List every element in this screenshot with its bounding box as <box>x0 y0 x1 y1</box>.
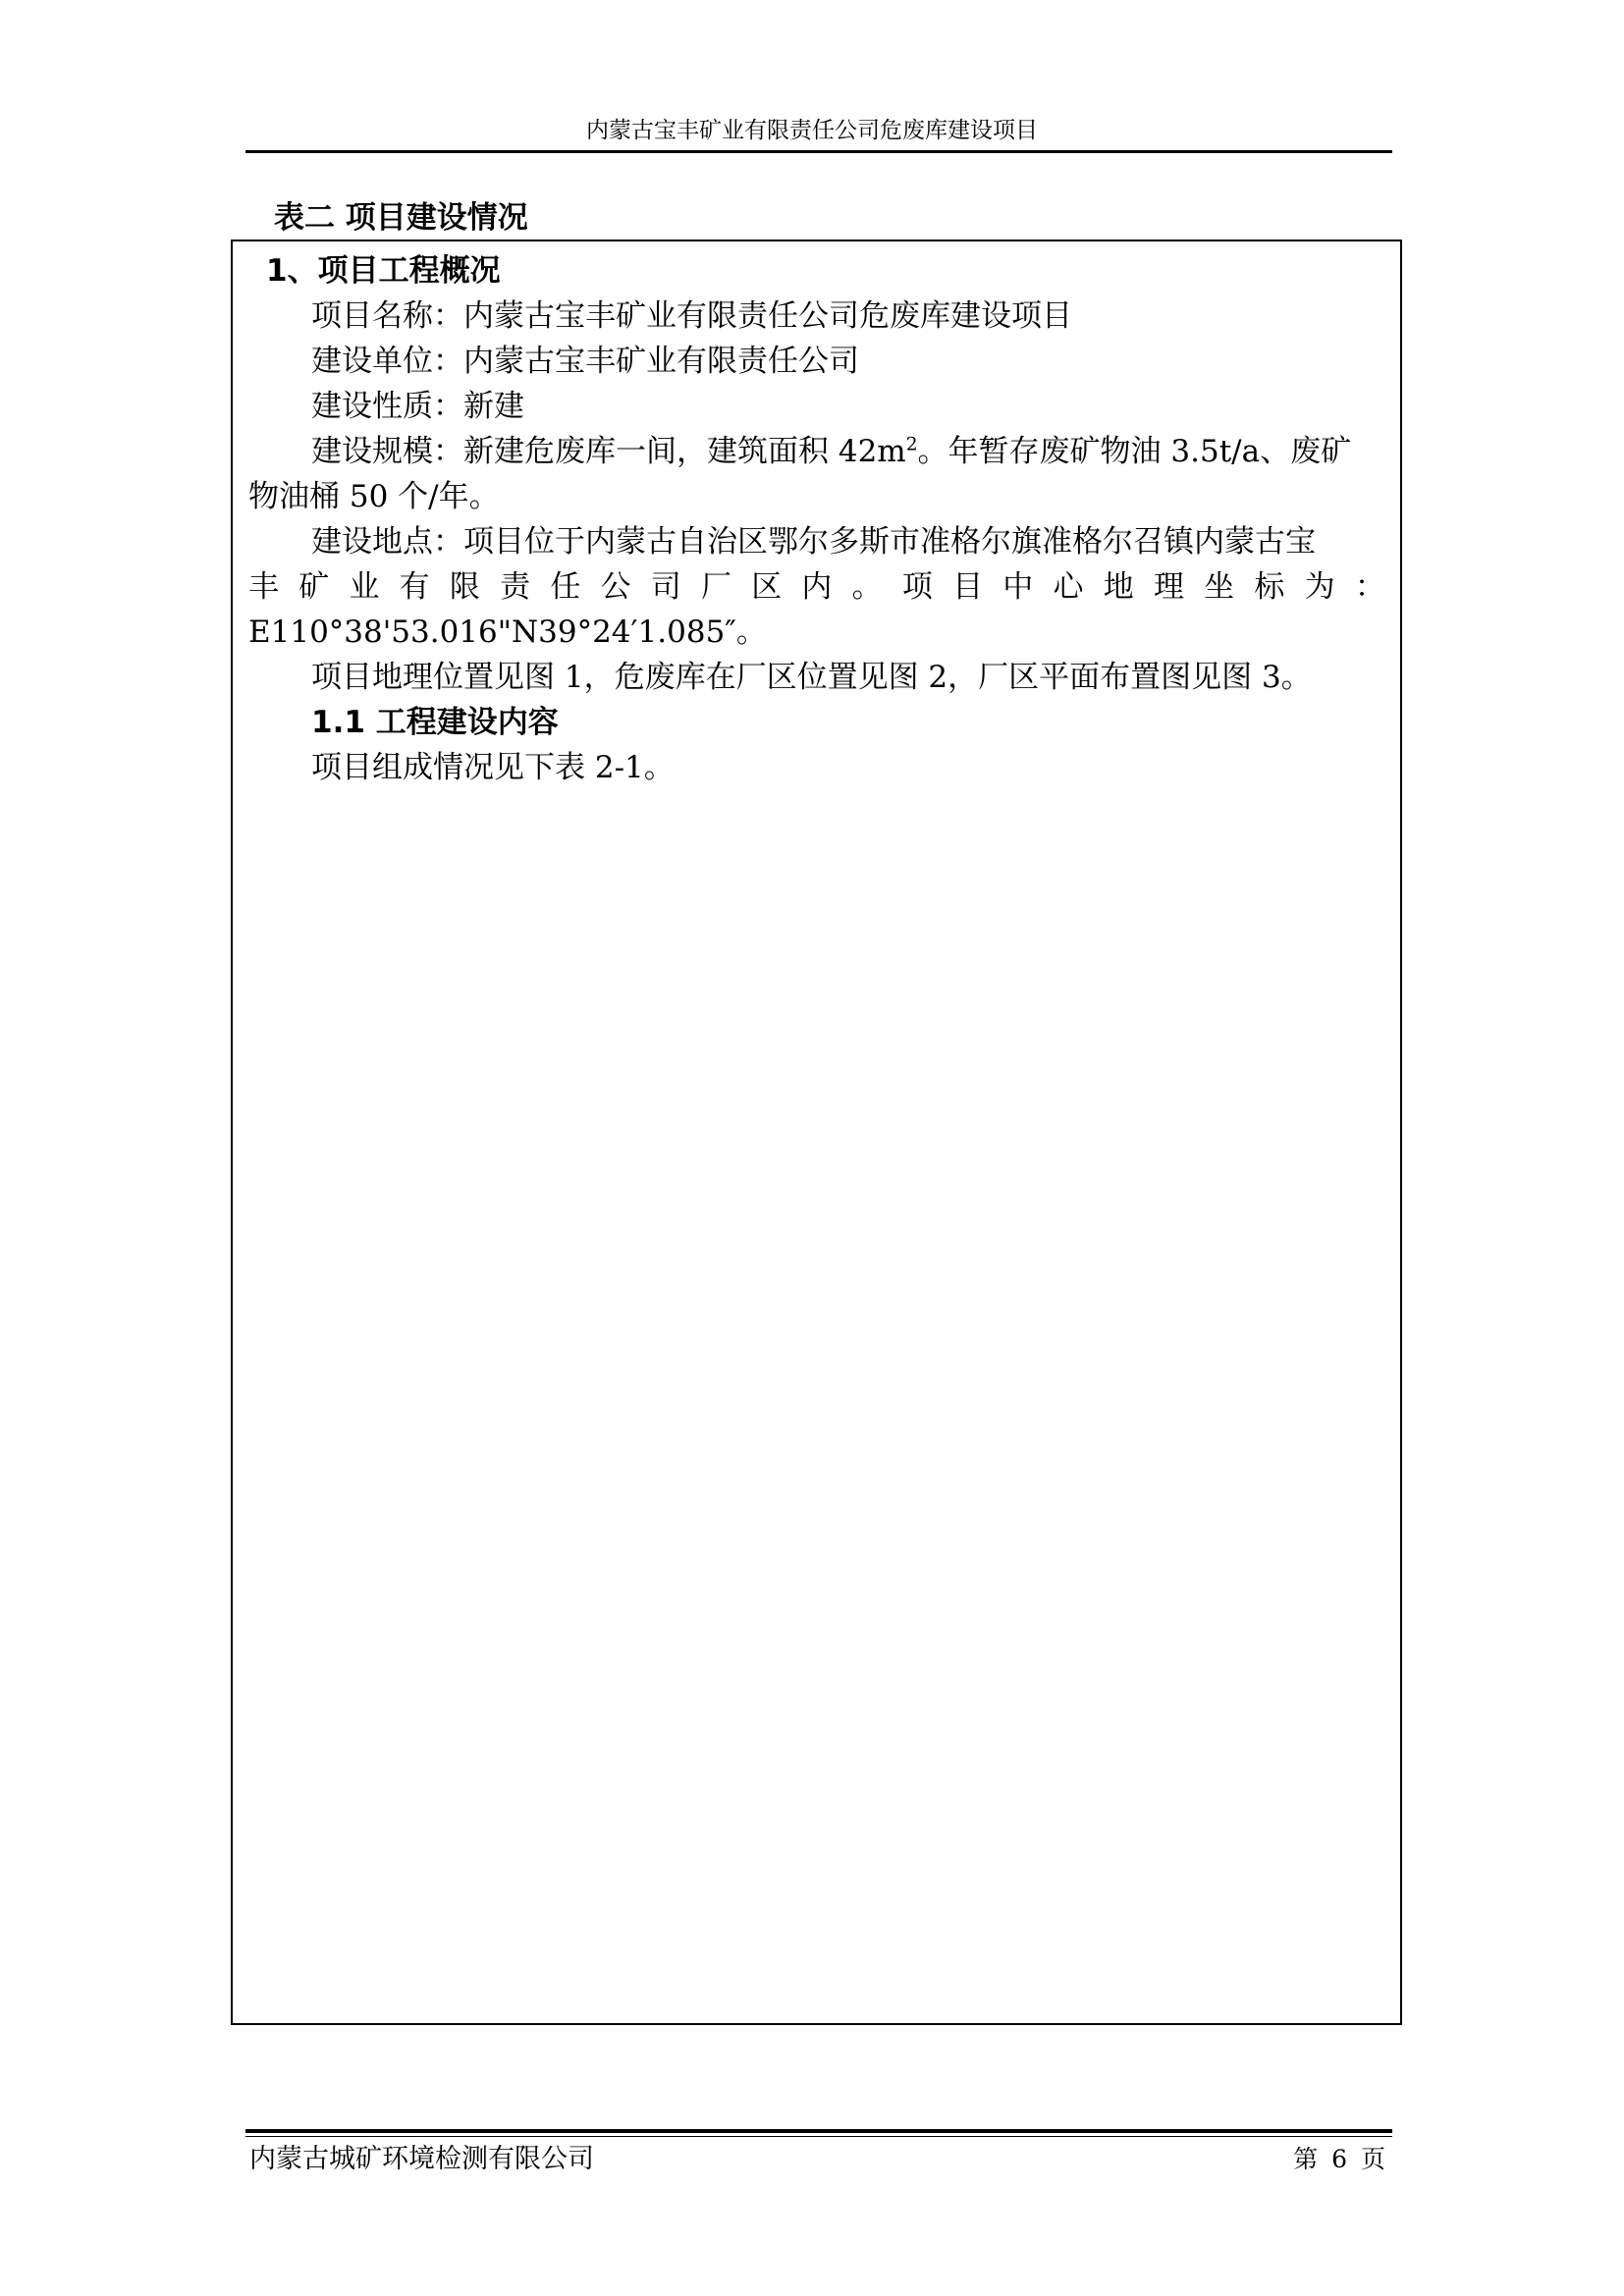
spread-char: 公 <box>600 569 631 605</box>
construction-content-subheading: 1.1 工程建设内容 <box>311 705 559 740</box>
builder-line: 建设单位：内蒙古宝丰矿业有限责任公司 <box>311 344 859 379</box>
spread-char: ： <box>1354 569 1385 605</box>
footer-divider-thick <box>245 2129 1392 2133</box>
spread-char: 中 <box>1002 569 1034 605</box>
spread-char: 业 <box>349 569 380 605</box>
nature-line: 建设性质：新建 <box>311 389 524 424</box>
spread-char: 区 <box>751 569 783 605</box>
spread-char: 目 <box>952 569 984 605</box>
spread-char: 标 <box>1254 569 1285 605</box>
location-line: 建设地点：项目位于内蒙古自治区鄂尔多斯市准格尔旗准格尔召镇内蒙古宝 <box>311 524 1316 560</box>
header-divider <box>245 150 1392 153</box>
scale-suffix: 。年暂存废矿物油 3.5t/a、废矿 <box>917 434 1352 469</box>
scale-line-continued: 物油桶 50 个/年。 <box>248 479 500 514</box>
spread-char: 责 <box>500 569 531 605</box>
footer-company: 内蒙古城矿环境检测有限公司 <box>249 2144 594 2174</box>
spread-char: 任 <box>550 569 581 605</box>
project-overview-heading: 1、项目工程概况 <box>266 253 501 289</box>
content-box <box>231 240 1402 2025</box>
spread-char: 心 <box>1053 569 1084 605</box>
spread-char: 有 <box>399 569 430 605</box>
footer-divider-thin <box>245 2136 1392 2137</box>
location-line-spread <box>248 567 1385 607</box>
spread-char: 。 <box>851 569 883 605</box>
spread-char: 为 <box>1304 569 1335 605</box>
spread-char: 司 <box>650 569 681 605</box>
spread-char: 坐 <box>1204 569 1235 605</box>
section-title: 表二 项目建设情况 <box>274 200 528 236</box>
scale-superscript: 2 <box>905 434 918 455</box>
spread-char: 项 <box>901 569 933 605</box>
page-header-title: 内蒙古宝丰矿业有限责任公司危废库建设项目 <box>586 118 1038 143</box>
figures-note: 项目地理位置见图 1，危废库在厂区位置见图 2，厂区平面布置图见图 3。 <box>311 660 1312 695</box>
spread-char: 厂 <box>700 569 731 605</box>
scale-line <box>248 432 1448 471</box>
spread-char: 理 <box>1153 569 1184 605</box>
spread-char: 矿 <box>298 569 330 605</box>
spread-char: 内 <box>801 569 833 605</box>
spread-char: 限 <box>449 569 480 605</box>
composition-note: 项目组成情况见下表 2-1。 <box>311 750 675 785</box>
spread-char: 丰 <box>248 569 279 605</box>
project-name-line: 项目名称：内蒙古宝丰矿业有限责任公司危废库建设项目 <box>311 298 1072 334</box>
scale-prefix: 建设规模：新建危废库一间，建筑面积 42m <box>311 434 906 469</box>
coordinates-line: E110°38'53.016"N39°24′1.085″。 <box>248 614 767 650</box>
spread-char: 地 <box>1103 569 1134 605</box>
page-number: 第 6 页 <box>1293 2145 1385 2173</box>
